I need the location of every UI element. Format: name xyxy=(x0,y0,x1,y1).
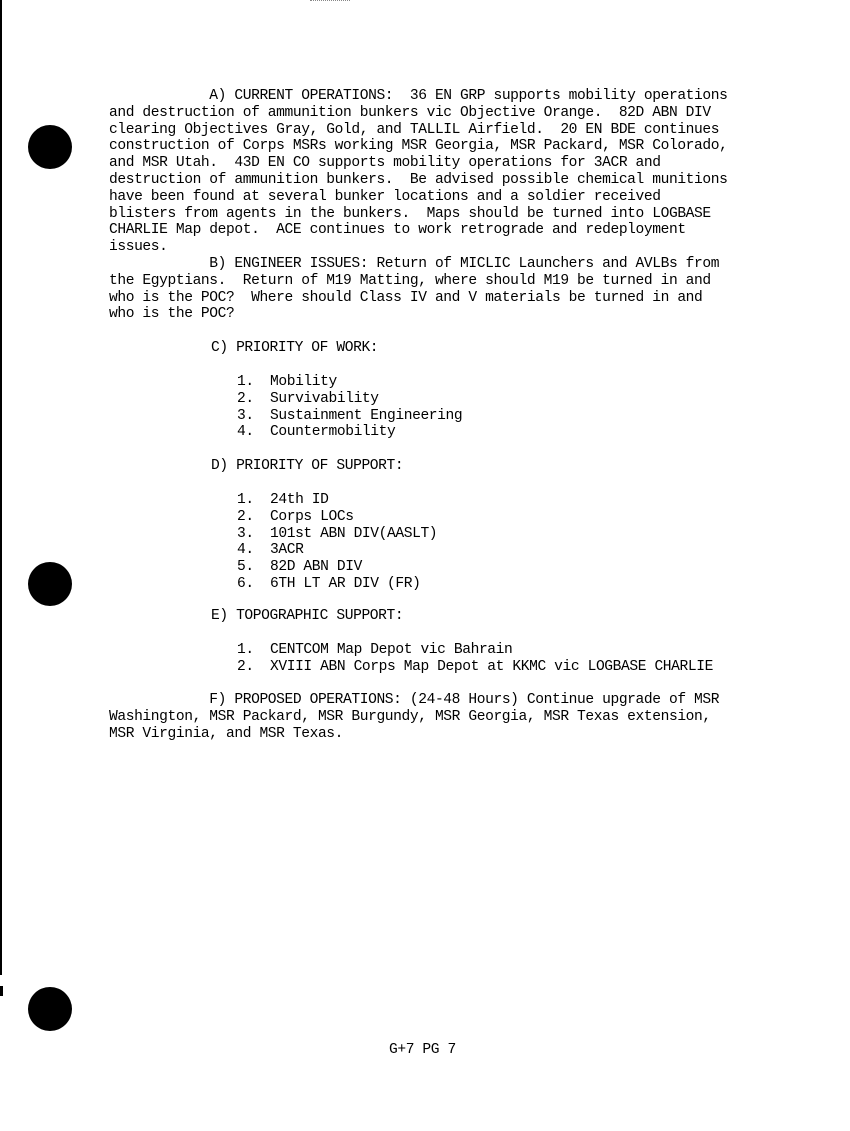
punch-hole-bottom xyxy=(28,987,72,1031)
punch-hole-top xyxy=(28,125,72,169)
priority-of-support-list xyxy=(237,492,437,593)
scan-top-mark xyxy=(310,0,350,4)
scan-left-edge xyxy=(0,0,2,975)
list-item: 1. CENTCOM Map Depot vic Bahrain xyxy=(237,642,513,658)
scan-edge-tick xyxy=(0,986,3,996)
list-item: 5. 82D ABN DIV xyxy=(237,559,362,576)
list-item: 1. Mobility xyxy=(237,374,337,390)
list-item: 4. Countermobility xyxy=(237,424,396,441)
list-item: 2. XVIII ABN Corps Map Depot at KKMC vic LOGBASE CHARLIE xyxy=(237,658,713,675)
list-item: 4. 3ACR xyxy=(237,542,304,559)
list-item: 2. Survivability xyxy=(237,390,379,407)
list-item: 6. 6TH LT AR DIV (FR) xyxy=(237,575,421,592)
topographic-support-heading: E) TOPOGRAPHIC SUPPORT: xyxy=(211,608,404,624)
current-operations-paragraph: A) CURRENT OPERATIONS: 36 EN GRP supports mobility operations and destruction of ammunition bunkers vic Objective Orange. 82D ABN DIV clearing Objectives Gray, Gold, and TALLIL Airfield. 20 EN BDE continues construction of Corps MSRs working MSR Georgia, MSR Packard, MSR Colorado, and MSR Utah. 43D EN CO supports mobility operations for 3ACR and destruction of ammunition bunkers. Be advised possible chemical munitions have been found at several bunker locations and a soldier received blisters from agents in the bunkers. Maps should be turned into LOGBASE CHARLIE Map depot. ACE continues to work retrograde and redeployment issues. xyxy=(109,88,728,256)
priority-of-work-heading: C) PRIORITY OF WORK: xyxy=(211,340,379,356)
list-item: 3. 101st ABN DIV(AASLT) xyxy=(237,525,438,542)
priority-of-support-heading: D) PRIORITY OF SUPPORT: xyxy=(211,458,404,474)
topographic-support-list xyxy=(237,642,713,676)
list-item: 1. 24th ID xyxy=(237,492,329,508)
proposed-operations-paragraph: F) PROPOSED OPERATIONS: (24-48 Hours) Continue upgrade of MSR Washington, MSR Packard, MSR Burgundy, MSR Georgia, MSR Texas extension, MSR Virginia, and MSR Texas. xyxy=(109,692,720,742)
page-footer-label: G+7 PG 7 xyxy=(389,1042,456,1058)
punch-hole-middle xyxy=(28,562,72,606)
list-item: 3. Sustainment Engineering xyxy=(237,407,463,424)
priority-of-work-list xyxy=(237,374,462,441)
list-item: 2. Corps LOCs xyxy=(237,508,354,525)
engineer-issues-paragraph: B) ENGINEER ISSUES: Return of MICLIC Launchers and AVLBs from the Egyptians. Return of M19 Matting, where should M19 be turned in and who is the POC? Where should Class IV and V materials be turned in and who is the POC? xyxy=(109,256,720,323)
